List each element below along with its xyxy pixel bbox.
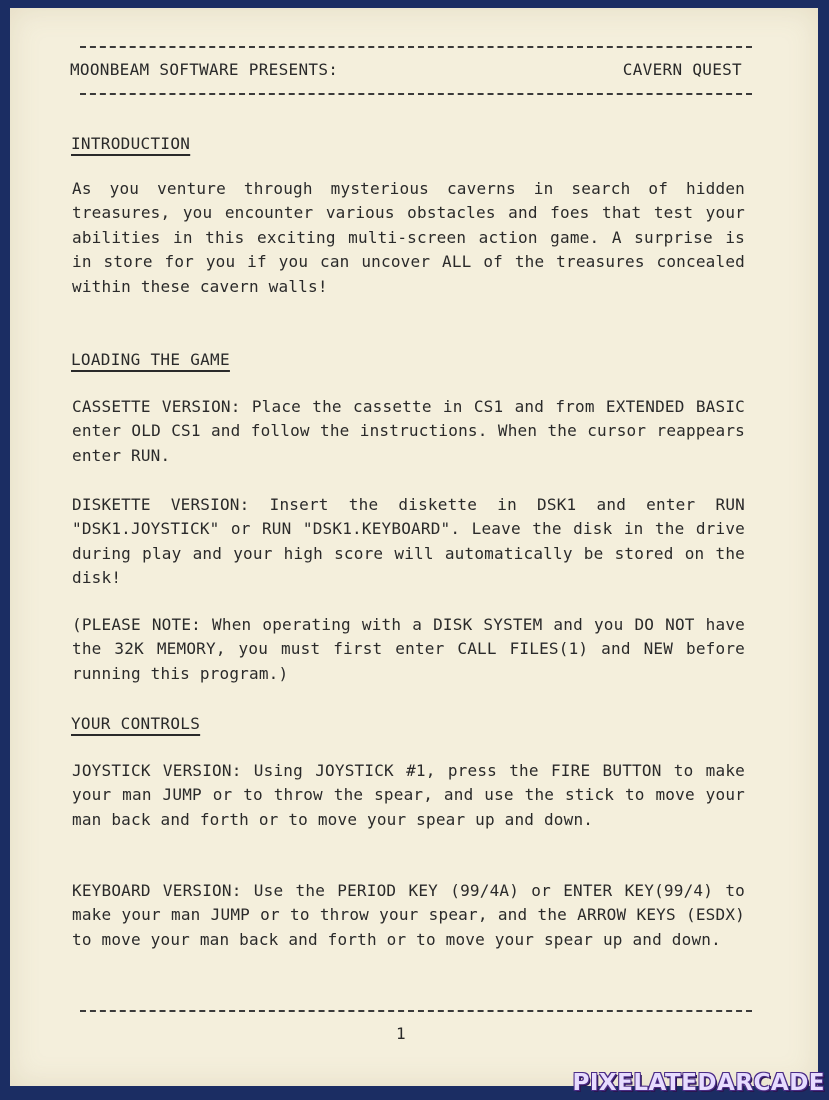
controls-heading: YOUR CONTROLS bbox=[71, 714, 201, 733]
introduction-text: As you venture through mysterious caverns in search of hidden treasures, you encounter various obstacles and foes that test your abilities in this exciting multi-screen action game. A surprise is in store for you if you can uncover ALL of the treasures concealed within these cavern walls! bbox=[72, 179, 745, 296]
manual-page bbox=[10, 8, 818, 1086]
page-number: 1 bbox=[396, 1024, 406, 1043]
header-divider bbox=[80, 93, 752, 95]
loading-heading: LOADING THE GAME bbox=[71, 350, 230, 369]
introduction-heading: INTRODUCTION bbox=[71, 134, 191, 153]
cassette-instructions: CASSETTE VERSION: Place the cassette in CS1 and from EXTENDED BASIC enter OLD CS1 and follow the instructions. When the cursor reappears enter RUN. bbox=[72, 397, 745, 465]
publisher-line: MOONBEAM SOFTWARE PRESENTS: bbox=[70, 60, 339, 79]
diskette-instructions: DISKETTE VERSION: Insert the diskette in DSK1 and enter RUN "DSK1.JOYSTICK" or RUN "DSK1.KEYBOARD". Leave the disk in the drive during play and your high score will automatically be stored on the disk! bbox=[72, 495, 745, 588]
joystick-instructions: JOYSTICK VERSION: Using JOYSTICK #1, press the FIRE BUTTON to make your man JUMP or to throw the spear, and use the stick to move your man back and forth or to move your spear up and down. bbox=[72, 761, 745, 829]
keyboard-instructions: KEYBOARD VERSION: Use the PERIOD KEY (99/4A) or ENTER KEY(99/4) to make your man JUMP or to throw your spear, and the ARROW KEYS (ESDX) to move your man back and forth or to move your spear up and down. bbox=[72, 881, 745, 949]
game-title: CAVERN QUEST bbox=[622, 60, 742, 79]
site-watermark: PIXELATEDARCADE bbox=[572, 1070, 825, 1096]
footer-divider bbox=[80, 1010, 752, 1012]
disk-system-note: (PLEASE NOTE: When operating with a DISK SYSTEM and you DO NOT have the 32K MEMORY, you must first enter CALL FILES(1) and NEW before running this program.) bbox=[72, 615, 745, 683]
top-divider bbox=[80, 46, 752, 48]
